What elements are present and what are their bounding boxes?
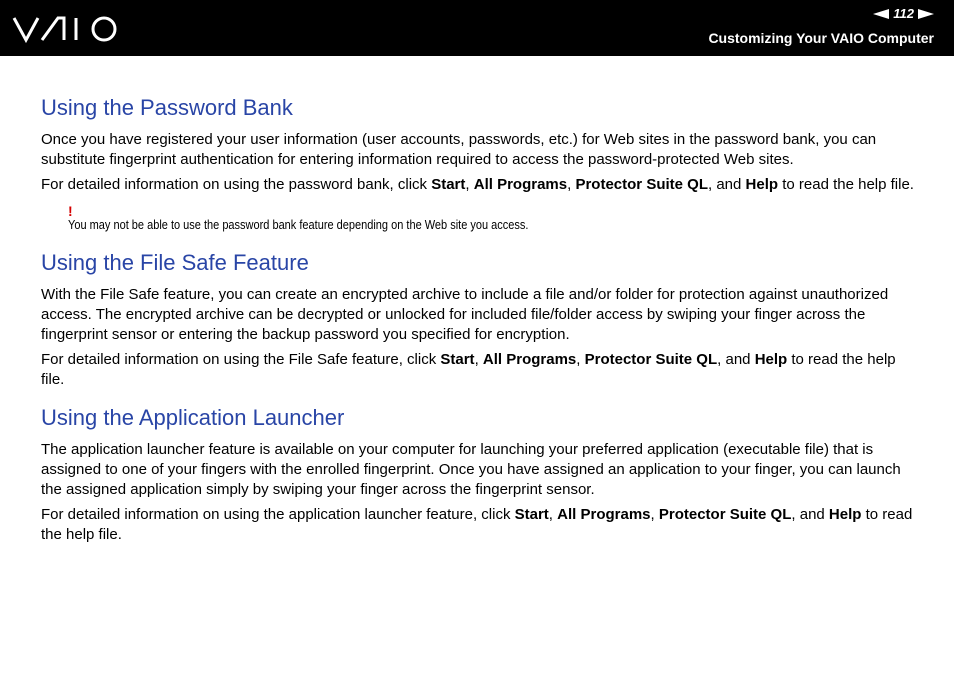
note-password-bank [68,205,916,233]
paragraph-password-bank-help: For detailed information on using the password bank, click Start, All Programs, Protector Suite QL, and Help to read the help file. [41,176,914,193]
heading-application-launcher: Using the Application Launcher [41,405,345,430]
heading-file-safe: Using the File Safe Feature [41,250,309,275]
paragraph-file-safe-intro: With the File Safe feature, you can create an encrypted archive to include a file and/or folder for protection against unauthorized access. The encrypted archive can be decrypted or unlocked for included file/folder access by swiping your finger across the fingerprint sensor or entering the backup password you specified for encryption. [41,286,889,343]
warning-mark-icon: ! [68,203,73,219]
vaio-logo [12,14,122,44]
paragraph-password-bank-intro: Once you have registered your user information (user accounts, passwords, etc.) for Web sites in the password bank, you can substitute fingerprint authentication for entering information required to access the password-protected Web sites. [41,131,877,168]
section-title: Customizing Your VAIO Computer [708,30,934,46]
page-header [0,0,954,56]
paragraph-file-safe-help: For detailed information on using the File Safe feature, click Start, All Programs, Protector Suite QL, and Help to read the help file. [41,351,896,388]
paragraph-application-launcher-intro: The application launcher feature is available on your computer for launching your preferred application (executable file) that is assigned to one of your fingers with the enrolled fingerprint. Once you have assigned an application to your finger, you can launch the assigned application simply by swiping your finger across the fingerprint sensor. [41,441,901,498]
paragraph-application-launcher-help: For detailed information on using the application launcher feature, click Start, All Programs, Protector Suite QL, and Help to read the help file. [41,506,913,543]
heading-password-bank: Using the Password Bank [41,95,293,120]
next-page-arrow-icon[interactable] [918,9,934,19]
page-navigation [873,7,934,21]
page-number: 112 [893,6,914,21]
previous-page-arrow-icon[interactable] [873,9,889,19]
note-text: You may not be able to use the password bank feature depending on the Web site you access. [68,218,529,232]
page-content [41,94,916,550]
